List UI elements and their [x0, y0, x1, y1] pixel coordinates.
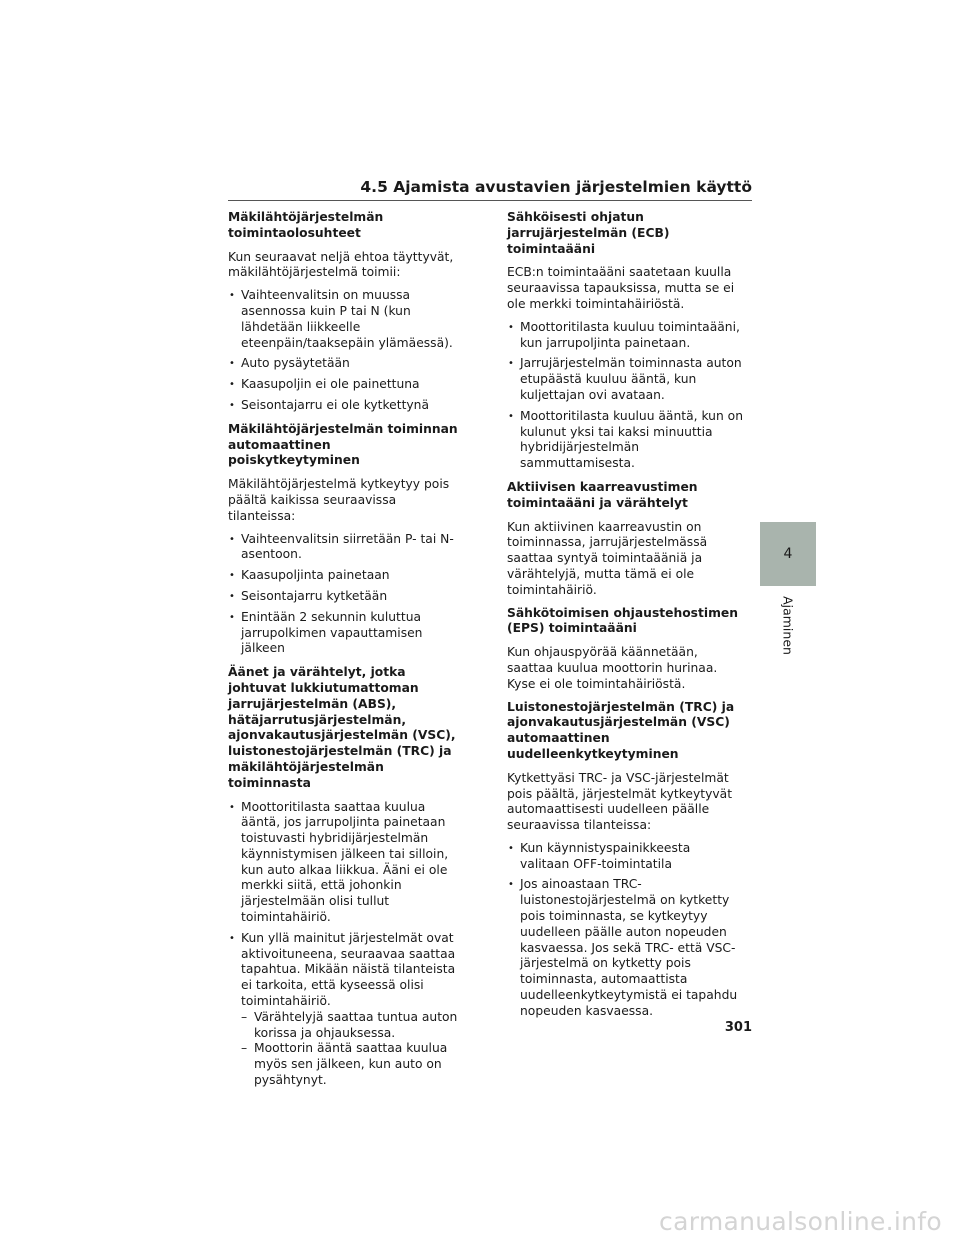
- section-title-eps-sound: Sähkötoimisen ohjaustehostimen (EPS) toimintaääni: [507, 605, 738, 636]
- list-item: • Jos ainoastaan TRC-luistonestojärjestelmä on kytketty pois toiminnasta, se kytkeytyy uudelleen päälle auton nopeuden kasvaessa. Jos sekä TRC- että VSC-järjestelmä on kytketty pois toiminnasta, automaattista uudelleenkytkeytymistä ei tapahdu nopeuden kasvaessa.: [507, 877, 743, 1019]
- paragraph: Kun aktiivinen kaarreavustin on toiminnassa, jarrujärjestelmässä saattaa syntyä toimintaääniä ja värähtelyjä, mutta tämä ei ole toimintahäiriö.: [507, 519, 708, 597]
- list-item: • Kun käynnistyspainikkeesta valitaan OFF-toimintatila: [507, 841, 743, 873]
- watermark: carmanualsonline.info: [659, 1207, 942, 1236]
- paragraph: Kytkettyäsi TRC- ja VSC-järjestelmät pois päältä, järjestelmät kytkeytyvät automaattisesti uudelleen päälle seuraavissa tilanteissa:: [507, 770, 733, 833]
- paragraph: Kun seuraavat neljä ehtoa täyttyvät, mäkilähtöjärjestelmä toimii:: [228, 249, 454, 280]
- header-divider: [228, 200, 752, 201]
- bullet-list: [228, 532, 464, 658]
- list-item: • Enintään 2 sekunnin kuluttua jarrupolkimen vapauttamisen jälkeen: [228, 610, 464, 657]
- list-item: • Moottoritilasta kuuluu toimintaääni, kun jarrupoljinta painetaan.: [507, 320, 743, 352]
- list-item: • Seisontajarru kytketään: [228, 589, 464, 605]
- list-item: • Jarrujärjestelmän toiminnasta auton etupäästä kuuluu ääntä, kun kuljettajan ovi avataan.: [507, 356, 743, 403]
- list-item: • Seisontajarru ei ole kytkettynä: [228, 398, 464, 414]
- list-item: [228, 931, 464, 1010]
- list-item: • Moottoritilasta saattaa kuulua ääntä, jos jarrupoljinta painetaan toistuvasti hybridijärjestelmän käynnistymisen jälkeen tai silloin, kun auto alkaa liikkua. Ääni ei ole merkki siitä, että johonkin järjestelmään olisi tullut toimintahäiriö.: [228, 800, 464, 926]
- bullet-list: [228, 800, 464, 1010]
- list-item: • Vaihteenvalitsin on muussa asennossa kuin P tai N (kun lähdetään liikkeelle eteenpäin/taaksepäin ylämäessä).: [228, 288, 464, 351]
- section-title-trc-vsc-reenable: Luistonestojärjestelmän (TRC) ja ajonvakautusjärjestelmän (VSC) automaattinen uudelleenkytkeytyminen: [507, 699, 735, 761]
- paragraph: Kun ohjauspyörää käännetään, saattaa kuulua moottorin hurinaa. Kyse ei ole toimintahäiriöstä.: [507, 645, 718, 691]
- section-title-hill-start-conditions: Mäkilähtöjärjestelmän toimintaolosuhteet: [228, 210, 384, 240]
- left-column: [228, 210, 464, 1089]
- section-header: 4.5 Ajamista avustavien järjestelmien käyttö: [360, 178, 752, 196]
- list-item: • Vaihteenvalitsin siirretään P- tai N-asentoon.: [228, 532, 464, 564]
- paragraph: Mäkilähtöjärjestelmä kytkeytyy pois päältä kaikissa seuraavissa tilanteissa:: [228, 477, 450, 523]
- bullet-list: [228, 288, 464, 414]
- sub-list: [228, 1010, 464, 1089]
- chapter-number: 4: [783, 546, 793, 562]
- list-item-text: Kun yllä mainitut järjestelmät ovat aktivoituneena, seuraavaa saattaa tapahtua. Mikään näistä tilanteista ei tarkoita, että kyseessä olisi toimintahäiriö.: [241, 930, 456, 1009]
- list-item: • Auto pysäytetään: [228, 356, 464, 372]
- list-item: • Kaasupoljinta painetaan: [228, 568, 464, 584]
- bullet-list: [507, 320, 743, 472]
- section-title-ecb-sound: Sähköisesti ohjatun jarrujärjestelmän (ECB) toimintaääni: [507, 210, 670, 256]
- bullet-list: [507, 841, 743, 1020]
- section-title-cornering-assist: Aktiivisen kaarreavustimen toimintaääni ja värähtelyt: [507, 479, 698, 510]
- section-title-hill-start-cancel: Mäkilähtöjärjestelmän toiminnan automaattinen poiskytkeytyminen: [228, 421, 458, 468]
- list-item: • Kaasupoljin ei ole painettuna: [228, 377, 464, 393]
- section-title-sounds-vibrations: Äänet ja värähtelyt, jotka johtuvat lukkiutumattoman jarrujärjestelmän (ABS), hätäjarrutusjärjestelmän, ajonvakautusjärjestelmän (VSC), luistonestojärjestelmän (TRC) ja mäkilähtöjärjestelmän toiminnasta: [228, 665, 456, 790]
- sub-list-item: – Värähtelyjä saattaa tuntua auton korissa ja ohjauksessa.: [241, 1010, 464, 1042]
- right-column: [507, 210, 743, 1028]
- paragraph: ECB:n toimintaääni saatetaan kuulla seuraavissa tapauksissa, mutta se ei ole merkki toimintahäiriöstä.: [507, 265, 735, 311]
- list-item: • Moottoritilasta kuuluu ääntä, kun on kulunut yksi tai kaksi minuuttia hybridijärjestelmän sammuttamisesta.: [507, 409, 743, 472]
- page-number: 301: [724, 1020, 752, 1035]
- sub-list-item: – Moottorin ääntä saattaa kuulua myös sen jälkeen, kun auto on pysähtynyt.: [241, 1041, 464, 1088]
- chapter-label: Ajaminen: [780, 596, 796, 655]
